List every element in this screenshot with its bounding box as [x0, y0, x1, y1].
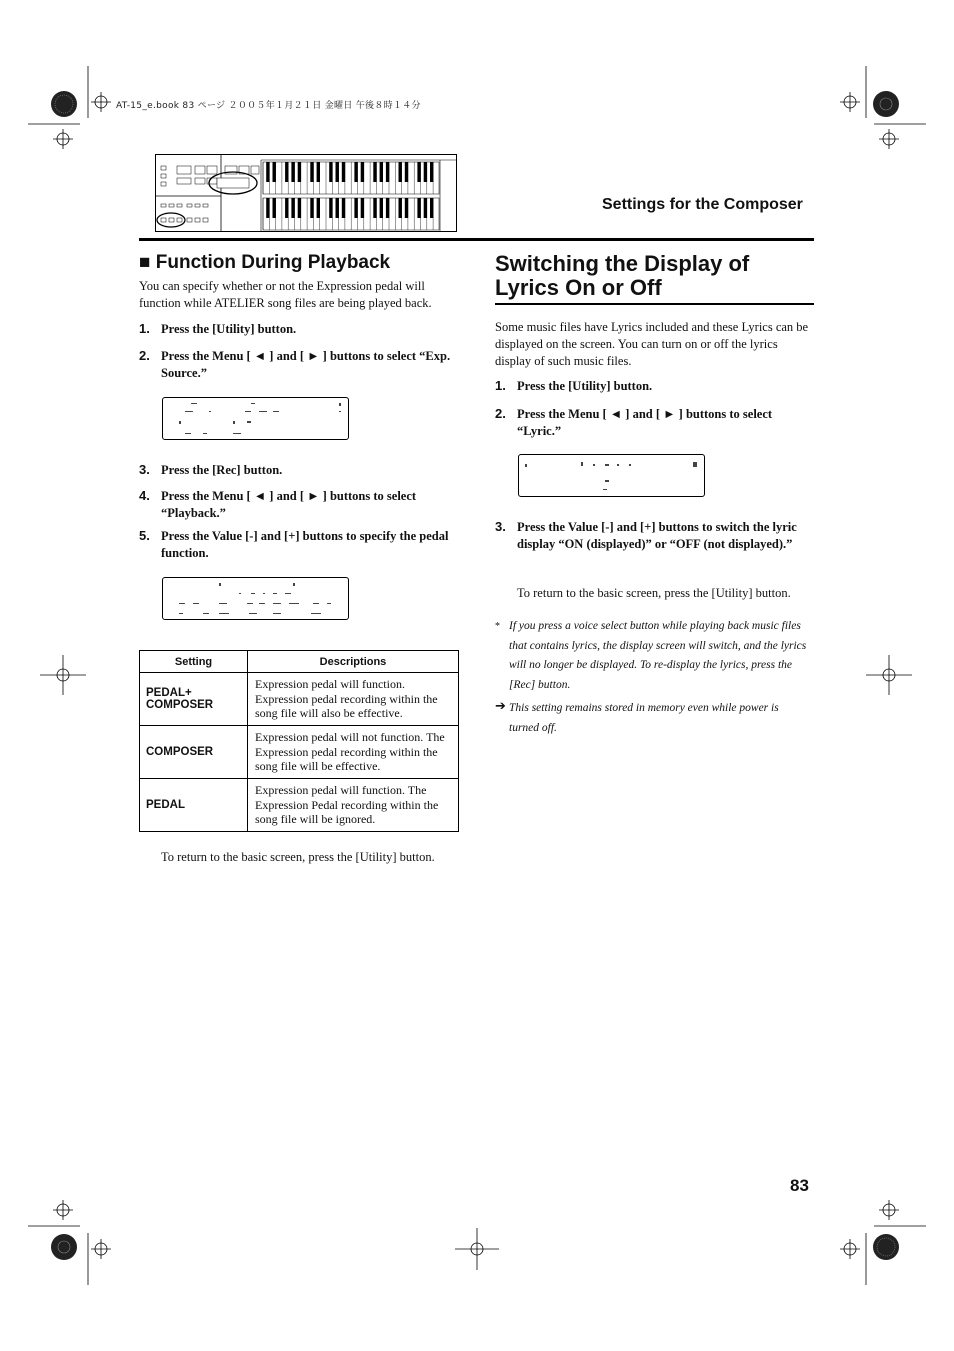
lcd-dots [163, 578, 348, 619]
description-cell: Expression pedal will function. The Expression Pedal recording within the song file will be ignored. [248, 779, 459, 832]
table-row [140, 779, 459, 832]
left-step-5: Press the Value [-] and [+] buttons to specify the pedal function. [161, 529, 449, 560]
table-row [140, 673, 459, 726]
memo-arrow-icon: ➔ [495, 699, 506, 714]
note-mark: * [495, 621, 500, 632]
description-cell: Expression pedal will function. Expression pedal recording within the song file will also be effective. [248, 673, 459, 726]
lyric-note: If you press a voice select button while playing back music files that contains lyrics, the display screen will switch, and the lyrics will no longer be displayed. To re-display the lyrics, press the [Rec] button. [509, 620, 807, 691]
description-cell: Expression pedal will not function. The Expression pedal recording within the song file will be effective. [248, 726, 459, 779]
left-step-1: Press the [Utility] button. [161, 322, 297, 336]
organ-panel-illustration [155, 154, 457, 232]
heading-function-during-playback: ■ Function During Playback [139, 252, 391, 273]
left-step-4: Press the Menu [ ◄ ] and [ ► ] buttons to select “Playback.” [161, 489, 417, 520]
heading-switching-lyrics: Switching the Display of Lyrics On or Off [495, 251, 750, 300]
left-step-1-num: 1. [139, 321, 150, 336]
left-step-2: Press the Menu [ ◄ ] and [ ► ] buttons to select “Exp. Source.” [161, 349, 451, 380]
right-step-1: Press the [Utility] button. [517, 379, 653, 393]
left-step-3: Press the [Rec] button. [161, 463, 283, 477]
right-step-2-num: 2. [495, 406, 506, 421]
lcd-exp-source [162, 397, 349, 440]
right-step-1-num: 1. [495, 378, 506, 393]
setting-cell: PEDAL [140, 779, 248, 832]
table-row [140, 726, 459, 779]
lcd-dots [163, 398, 348, 439]
right-step-3: Press the Value [-] and [+] buttons to switch the lyric display “ON (displayed)” or “OFF (not displayed).” [517, 520, 797, 551]
left-return-text: To return to the basic screen, press the [Utility] button. [161, 850, 435, 864]
setting-cell: COMPOSER [140, 726, 248, 779]
memo-note: This setting remains stored in memory even while power is turned off. [509, 702, 779, 734]
page-number: 83 [790, 1176, 809, 1195]
print-header: AT-15_e.book 83 ページ ２００５年１月２１日 金曜日 午後８時１４分 [116, 101, 421, 111]
table-header-descriptions: Descriptions [248, 651, 459, 673]
table-header-row [140, 651, 459, 673]
lcd-dots [519, 455, 704, 496]
left-step-5-num: 5. [139, 528, 150, 543]
heading-rule [495, 303, 814, 305]
lcd-playback [162, 577, 349, 620]
setting-cell: PEDAL+ COMPOSER [140, 673, 248, 726]
right-step-3-num: 3. [495, 519, 506, 534]
right-return-text: To return to the basic screen, press the [Utility] button. [517, 586, 791, 600]
right-step-2: Press the Menu [ ◄ ] and [ ► ] buttons to select “Lyric.” [517, 407, 773, 438]
settings-table [139, 650, 459, 832]
left-step-3-num: 3. [139, 462, 150, 477]
right-intro: Some music files have Lyrics included and these Lyrics can be displayed on the screen. You can turn on or off the lyrics display of such music files. [495, 320, 809, 368]
section-title: Settings for the Composer [602, 196, 803, 213]
left-step-2-num: 2. [139, 348, 150, 363]
header-rule [139, 238, 814, 241]
left-intro: You can specify whether or not the Expression pedal will function while ATELIER song files are being played back. [139, 279, 432, 310]
lcd-lyric [518, 454, 705, 497]
left-step-4-num: 4. [139, 488, 150, 503]
table-header-setting: Setting [140, 651, 248, 673]
